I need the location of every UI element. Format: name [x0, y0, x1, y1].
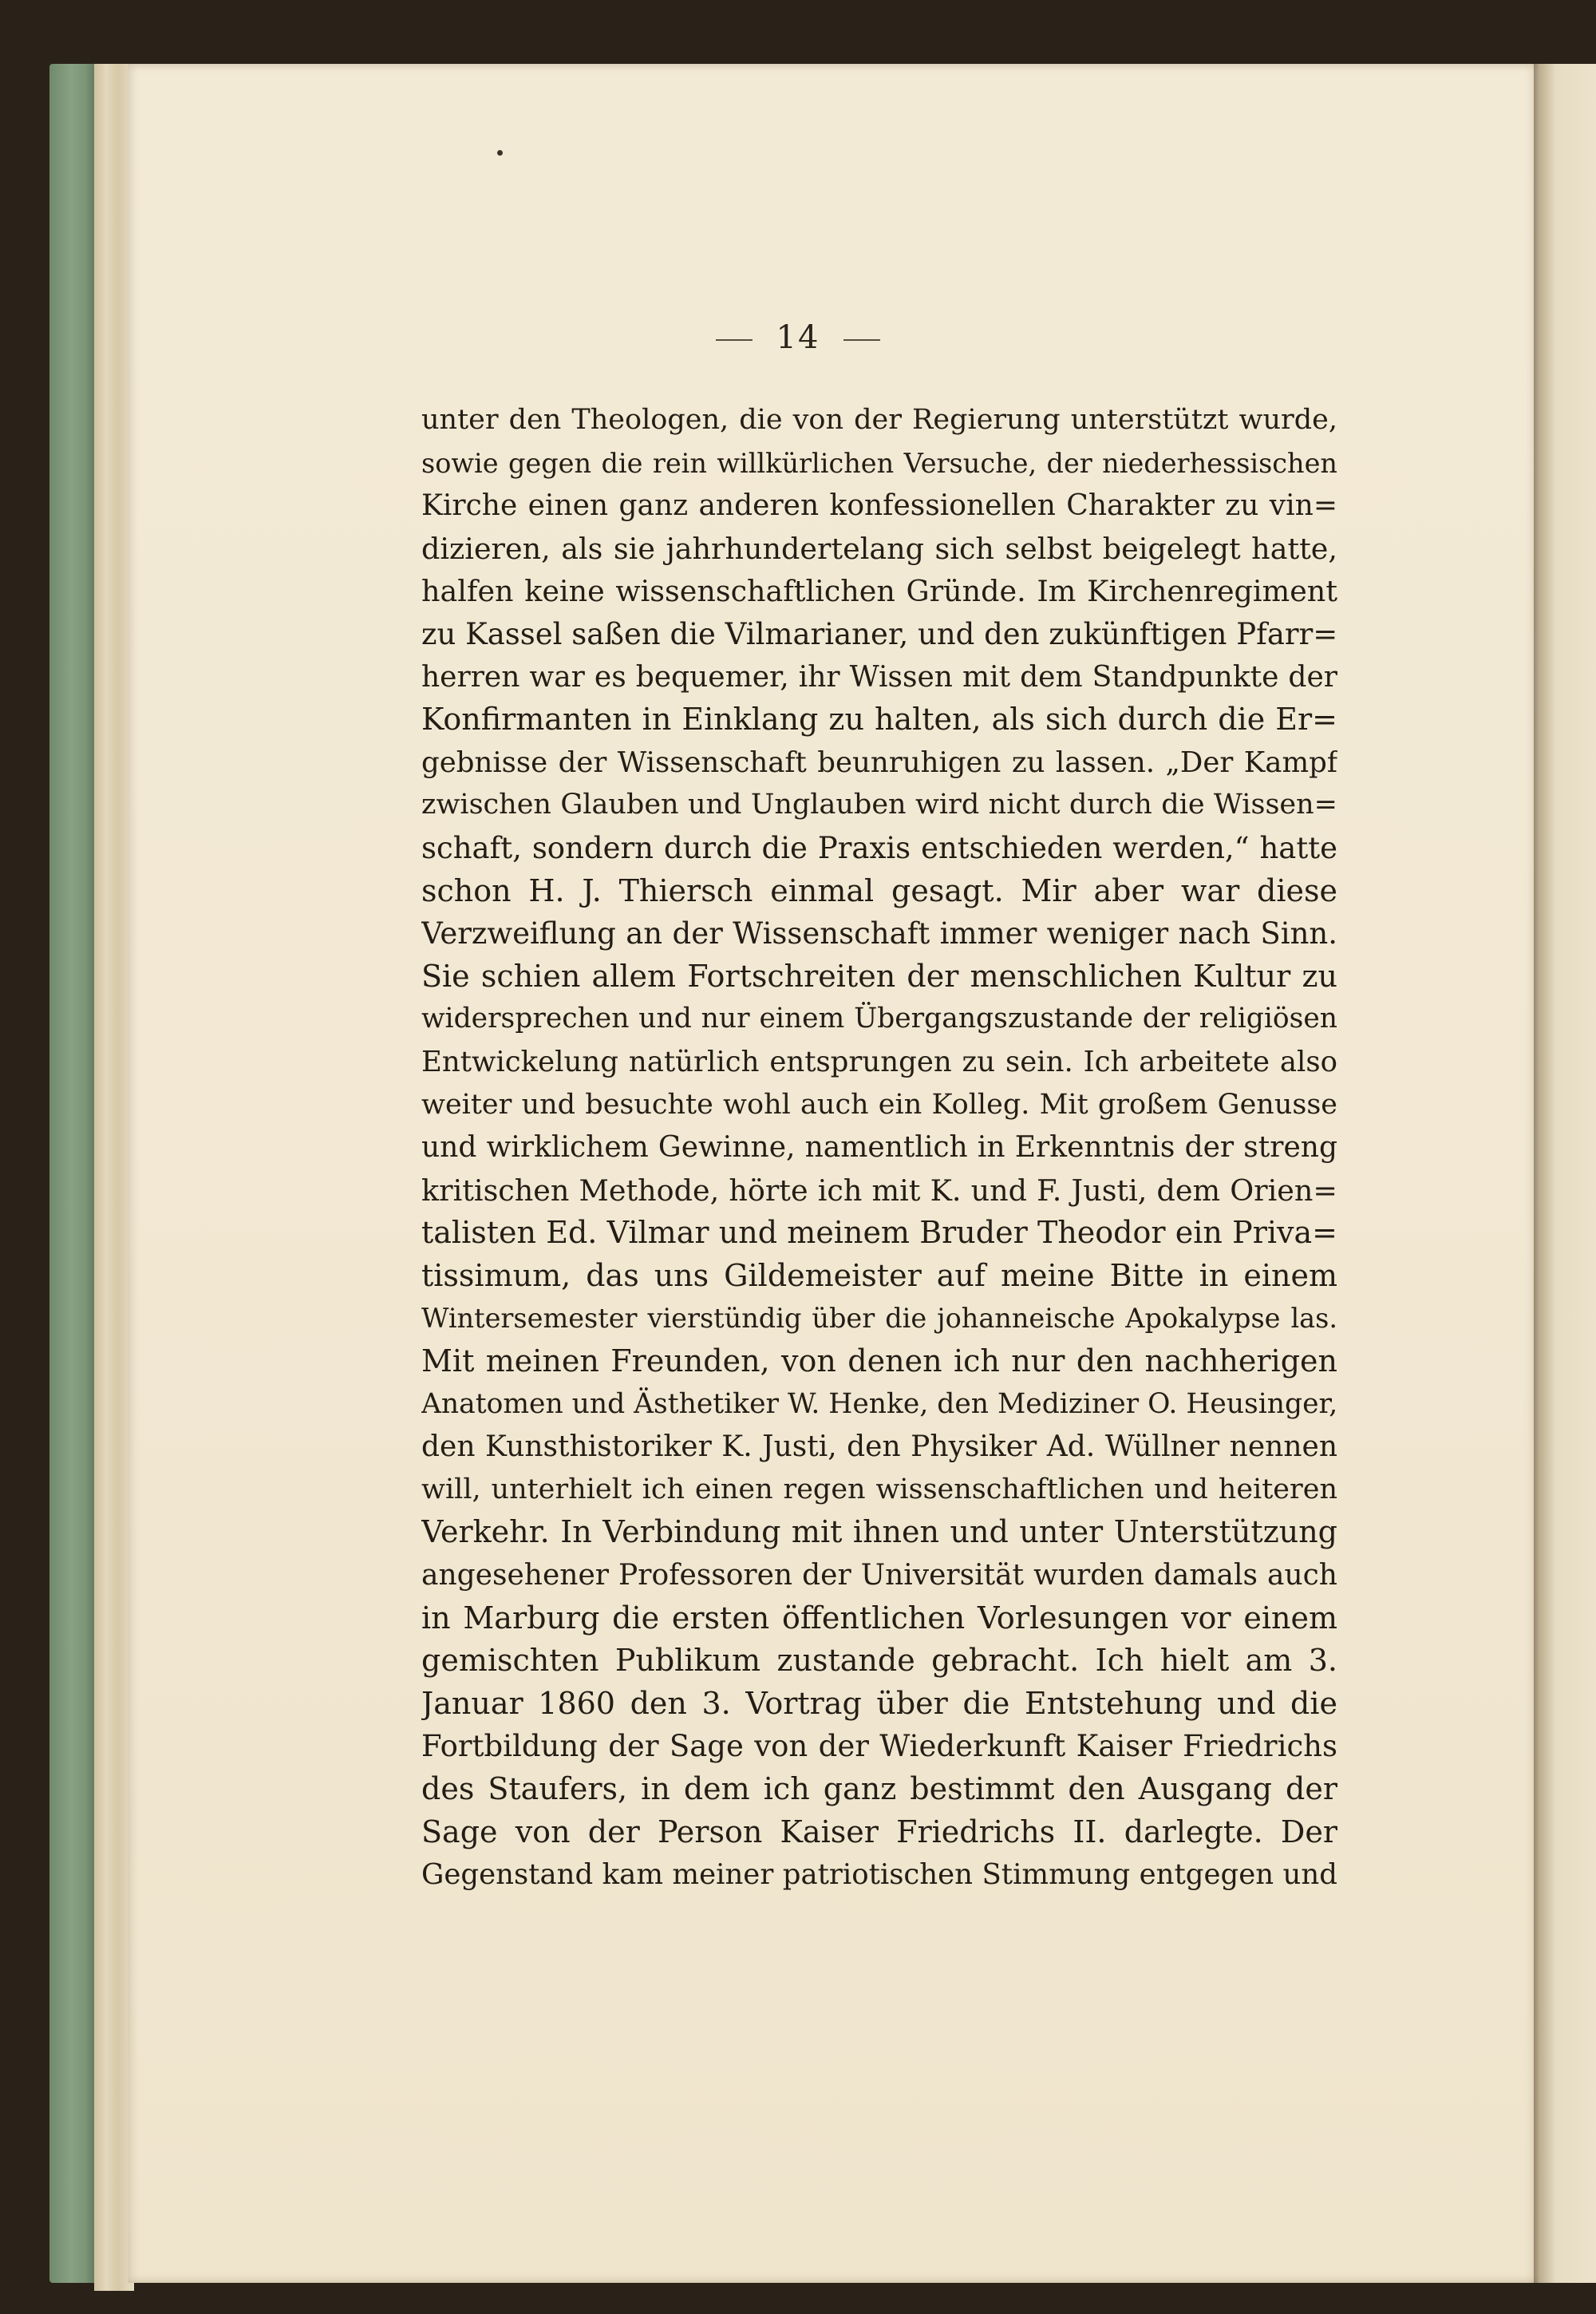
text-line: in Marburg die ersten öffentlichen Vorlesungen vor einem	[421, 1600, 1337, 1636]
text-line: schaft, sondern durch die Praxis entschieden werden,“ hatte	[421, 830, 1337, 865]
text-line: kritischen Methode, hörte ich mit K. und F. Justi, dem Orien=	[421, 1173, 1337, 1208]
text-line: weiter und besuchte wohl auch ein Kolleg. Mit großem Genusse	[421, 1088, 1337, 1121]
page-number-dash-left	[716, 339, 753, 341]
text-line: halfen keine wissenschaftlichen Gründe. Im Kirchenregiment	[421, 574, 1337, 609]
text-line: Entwickelung natürlich entsprungen zu sein. Ich arbeitete also	[421, 1045, 1337, 1078]
page-number-dash-right	[843, 339, 880, 341]
text-line: Anatomen und Ästhetiker W. Henke, den Mediziner O. Heusinger,	[421, 1387, 1337, 1420]
text-line: schon H. J. Thiersch einmal gesagt. Mir aber war diese	[421, 872, 1337, 908]
text-line: dizieren, als sie jahrhundertelang sich selbst beigelegt hatte,	[421, 531, 1337, 566]
text-line: den Kunsthistoriker K. Justi, den Physiker Ad. Wüllner nennen	[421, 1430, 1337, 1464]
text-line: Fortbildung der Sage von der Wiederkunft Kaiser Friedrichs	[421, 1729, 1337, 1764]
text-line: Gegenstand kam meiner patriotischen Stimmung entgegen und	[421, 1858, 1337, 1892]
ink-dot	[497, 150, 503, 156]
text-line: zwischen Glauben und Unglauben wird nicht durch die Wissen=	[421, 789, 1337, 821]
text-line: Wintersemester vierstündig über die johanneische Apokalypse las.	[421, 1303, 1337, 1335]
body-text	[421, 399, 1337, 1897]
text-line: und wirklichem Gewinne, namentlich in Erkenntnis der streng	[421, 1131, 1337, 1165]
page-number	[0, 319, 1596, 356]
text-line: widersprechen und nur einem Übergangszustande der religiösen	[421, 1003, 1337, 1035]
text-line: gemischten Publikum zustande gebracht. Ich hielt am 3.	[421, 1643, 1337, 1679]
text-line: des Staufers, in dem ich ganz bestimmt den Ausgang der	[421, 1771, 1337, 1806]
text-line: Sage von der Person Kaiser Friedrichs II. darlegte. Der	[421, 1814, 1337, 1849]
text-line: gebnisse der Wissenschaft beunruhigen zu lassen. „Der Kampf	[421, 746, 1337, 779]
text-line: will, unterhielt ich einen regen wissenschaftlichen und heiteren	[421, 1473, 1337, 1505]
page-number-value: 14	[776, 319, 820, 356]
text-line: Verzweiflung an der Wissenschaft immer weniger nach Sinn.	[421, 916, 1337, 951]
text-line: zu Kassel saßen die Vilmarianer, und den zukünftigen Pfarr=	[421, 616, 1337, 651]
text-line: Januar 1860 den 3. Vortrag über die Entstehung und die	[421, 1685, 1337, 1721]
text-line: talisten Ed. Vilmar und meinem Bruder Theodor ein Priva=	[421, 1215, 1337, 1251]
book-cover-edge	[49, 64, 97, 2283]
text-line: tissimum, das uns Gildemeister auf meine Bitte in einem	[421, 1257, 1337, 1293]
text-line: Kirche einen ganz anderen konfessionellen Charakter zu vin=	[421, 489, 1337, 523]
text-line: herren war es bequemer, ihr Wissen mit dem Standpunkte der	[421, 660, 1337, 694]
text-line: Sie schien allem Fortschreiten der menschlichen Kultur zu	[421, 958, 1337, 994]
text-line: unter den Theologen, die von der Regierung unterstützt wurde,	[421, 404, 1337, 436]
text-line: Konfirmanten in Einklang zu halten, als sich durch die Er=	[421, 702, 1337, 738]
text-line: Mit meinen Freunden, von denen ich nur den nachherigen	[421, 1343, 1337, 1379]
text-line: Verkehr. In Verbindung mit ihnen und unter Unterstützung	[421, 1514, 1337, 1550]
text-line: angesehener Professoren der Universität wurden damals auch	[421, 1559, 1337, 1592]
text-line: sowie gegen die rein willkürlichen Versuche, der niederhessischen	[421, 447, 1337, 479]
facing-page-edge	[1539, 64, 1596, 2283]
